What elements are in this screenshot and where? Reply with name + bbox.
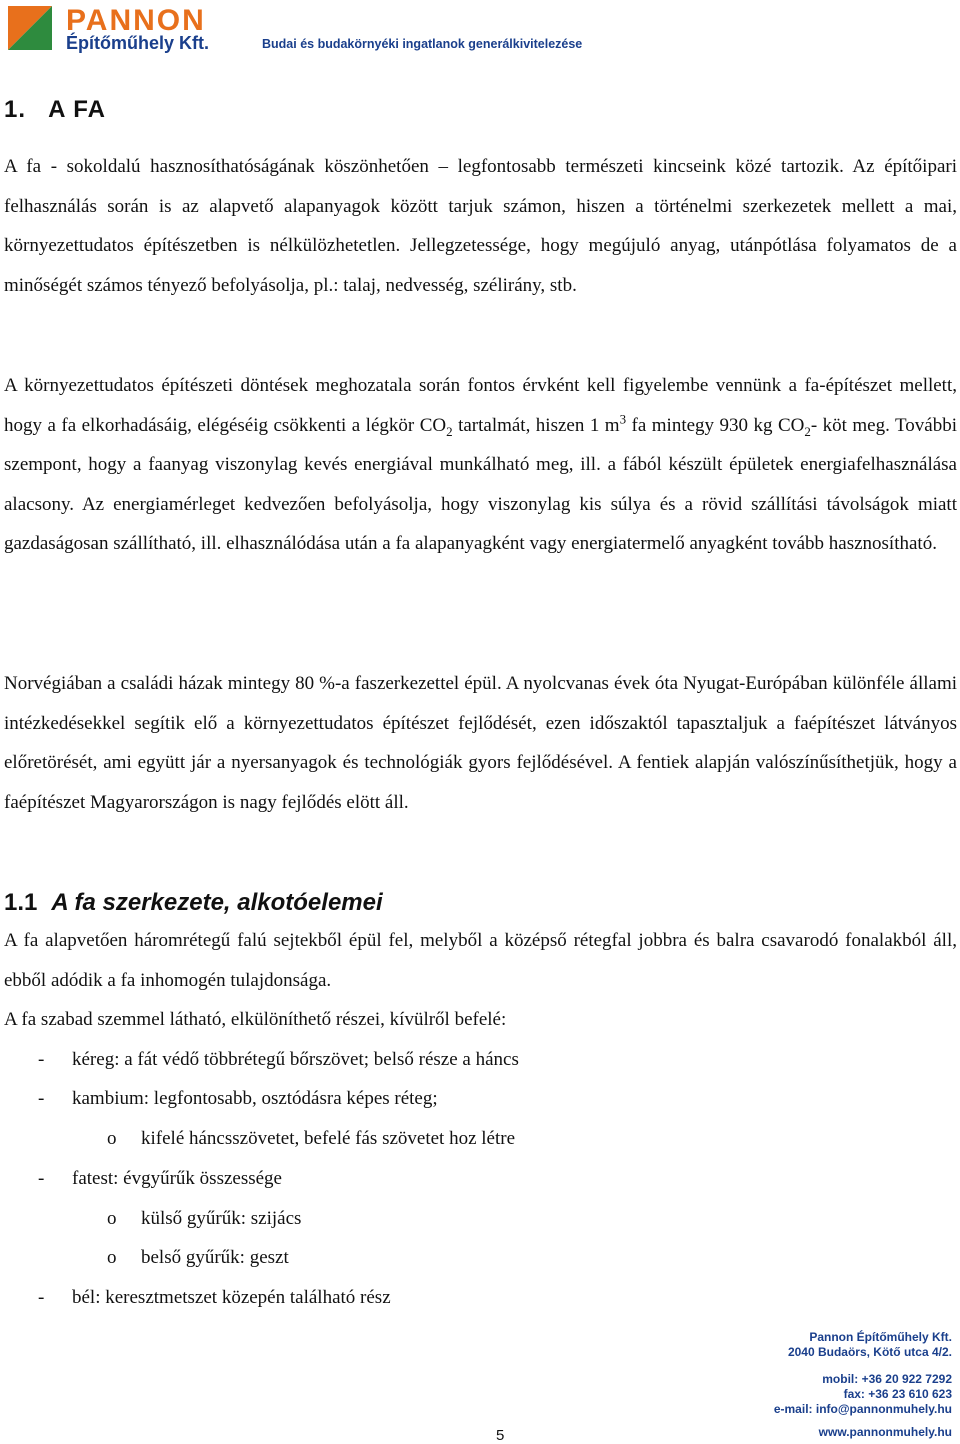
company-name: Építőműhely Kft. bbox=[66, 33, 209, 53]
paragraph-norway: Norvégiában a családi házak mintegy 80 %-a faszerkezettel épül. A nyolcvanas évek óta Nyugat-Európában különféle állami intézkedésekkel segítik elő a környezettudatos építészet fejlődését, ezen időszaktól tapasztaljuk a faépítészet látványos előretörését, ami együtt jár a nyersanyagok és technológiák gyors fejlődésével. A fentiek alapján valószínűsíthetjük, hogy a faépítészet Magyarországon is nagy fejlődés elött áll. bbox=[4, 673, 957, 813]
list-item-text: kambium: legfontosabb, osztódásra képes réteg; bbox=[72, 1088, 438, 1109]
footer-company: Pannon Építőműhely Kft. bbox=[809, 1330, 952, 1344]
paragraph-parts-intro: A fa szabad szemmel látható, elkülöníthető részei, kívülről befelé: bbox=[4, 1009, 507, 1030]
section-number: 1. bbox=[4, 96, 27, 123]
footer-fax: fax: +36 23 610 623 bbox=[843, 1387, 952, 1401]
p2-superscript: 3 bbox=[619, 411, 627, 427]
footer-email: e-mail: info@pannonmuhely.hu bbox=[773, 1402, 952, 1416]
dash-bullet: - bbox=[38, 1049, 45, 1070]
p2-text-d: - köt meg. További szempont, hogy a faanyag viszonylag kevés energiával munkálható meg, ill. a fából készült épületek energiafelhasználása alacsony. Az energiamérleget kedvezően befolyásolja, hogy viszonylag kis súlya és a rövid szállítási távolságok miatt gazdaságosan szállítható, ill. elhasználódása után a fa alapanyagként vagy energiatermelő anyagként tovább hasznosítható. bbox=[4, 414, 957, 555]
p2-text-a: A környezettudatos építészeti döntések meghozatala során fontos érvként kell figyelembe vennünk a fa-építészet mellett, hogy a fa elkorhadásáig, elégéséig csökkenti a légkör CO bbox=[4, 375, 957, 436]
brand-name: PANNON bbox=[66, 4, 206, 37]
section-heading bbox=[4, 96, 106, 124]
footer-contact bbox=[732, 1330, 952, 1440]
company-tagline: Budai és budakörnyéki ingatlanok generálkivitelezése bbox=[262, 37, 583, 51]
logo-icon bbox=[8, 6, 52, 50]
list-item-text: bél: keresztmetszet közepén található rész bbox=[72, 1287, 391, 1308]
list-item-text: kifelé háncsszövetet, befelé fás szövetet hoz létre bbox=[141, 1128, 516, 1149]
footer-website[interactable]: www.pannonmuhely.hu bbox=[818, 1425, 952, 1439]
paragraph-structure: A fa alapvetően háromrétegű falú sejtekből épül fel, melyből a középső rétegfal jobbra és balra csavarodó fonalakból áll, ebből adódik a fa inhomogén tulajdonsága. bbox=[4, 930, 957, 991]
circle-bullet: o bbox=[107, 1247, 117, 1268]
list-item-text: fatest: évgyűrűk összessége bbox=[72, 1168, 282, 1189]
list-item-text: belső gyűrűk: geszt bbox=[141, 1247, 289, 1268]
paragraph-intro: A fa - sokoldalú hasznosíthatóságának köszönhetően – legfontosabb természeti kincseink közé tartozik. Az építőipari felhasználás során is az alapvető alapanyagok között tarjuk számon, hiszen a történelmi szerkezetek mellett a mai, környezettudatos építészetben is nélkülözhetetlen. Jellegzetessége, hogy megújuló anyag, utánpótlása folyamatos de a minőségét számos tényező befolyásolja, pl.: talaj, nedvesség, szélirány, stb. bbox=[4, 156, 957, 296]
circle-bullet: o bbox=[107, 1208, 117, 1229]
list-item-text: külső gyűrűk: szijács bbox=[141, 1208, 302, 1229]
p2-text-c: fa mintegy 930 kg CO bbox=[626, 414, 805, 436]
page-number: 5 bbox=[496, 1427, 505, 1444]
section-title: A FA bbox=[48, 96, 106, 123]
circle-bullet: o bbox=[107, 1128, 117, 1149]
subsection-heading bbox=[4, 889, 383, 917]
dash-bullet: - bbox=[38, 1168, 45, 1189]
subsection-title: A fa szerkezete, alkotóelemei bbox=[51, 889, 383, 916]
dash-bullet: - bbox=[38, 1287, 45, 1308]
footer-address: 2040 Budaörs, Kötő utca 4/2. bbox=[787, 1345, 952, 1359]
p2-subscript-1: 2 bbox=[446, 423, 453, 439]
page-header bbox=[8, 6, 708, 54]
subsection-number: 1.1 bbox=[4, 889, 38, 916]
list-item-text: kéreg: a fát védő többrétegű bőrszövet; belső része a háncs bbox=[72, 1049, 519, 1070]
p2-subscript-2: 2 bbox=[804, 423, 811, 439]
paragraph-environment bbox=[4, 366, 957, 564]
p2-text-b: tartalmát, hiszen 1 m bbox=[452, 414, 620, 436]
footer-mobile: mobil: +36 20 922 7292 bbox=[822, 1372, 952, 1386]
dash-bullet: - bbox=[38, 1088, 45, 1109]
